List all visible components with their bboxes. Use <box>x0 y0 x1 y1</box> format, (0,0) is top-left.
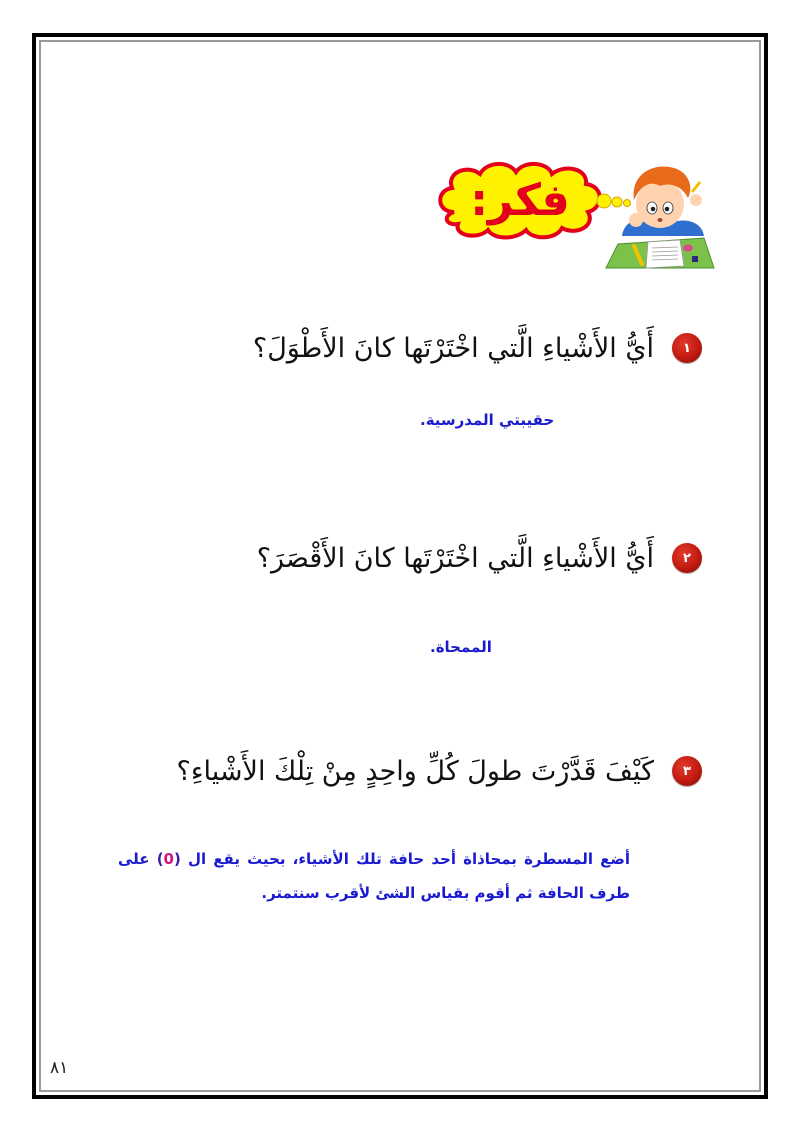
answer-1: حقيبتي المدرسية. <box>420 411 555 429</box>
answer-3 <box>118 842 630 910</box>
question-number-badge: ٢ <box>672 543 702 573</box>
zero-highlight: 0 <box>163 850 174 868</box>
paren-close: ) <box>156 850 164 868</box>
page-number: ٨١ <box>50 1058 69 1078</box>
question-text: أَيُّ الأَشْياءِ الَّتي اخْتَرْتَها كانَ الأَقْصَرَ؟ <box>256 542 654 574</box>
answer-3-part-2: على طرف الحافة ثم أقوم بقياس الشئ لأقرب سنتمتر. <box>118 850 630 902</box>
question-number-badge: ١ <box>672 333 702 363</box>
boy-thinking-illustration-icon <box>604 152 716 272</box>
question-text: كَيْفَ قَدَّرْتَ طولَ كُلِّ واحِدٍ مِنْ تِلْكَ الأَشْياءِ؟ <box>176 755 654 787</box>
think-label: فكر: <box>470 174 570 226</box>
question-3 <box>177 756 702 786</box>
question-2 <box>257 543 702 573</box>
question-1 <box>253 333 702 363</box>
answer-2: الممحاة. <box>430 638 492 656</box>
question-number-badge: ٣ <box>672 756 702 786</box>
answer-3-part-1: أضع المسطرة بمحاذاة أحد حافة تلك الأشياء، بحيث يقع ال <box>180 850 630 868</box>
question-text: أَيُّ الأَشْياءِ الَّتي اخْتَرْتَها كانَ الأَطْوَلَ؟ <box>252 332 654 364</box>
paren-open: ( <box>173 850 181 868</box>
